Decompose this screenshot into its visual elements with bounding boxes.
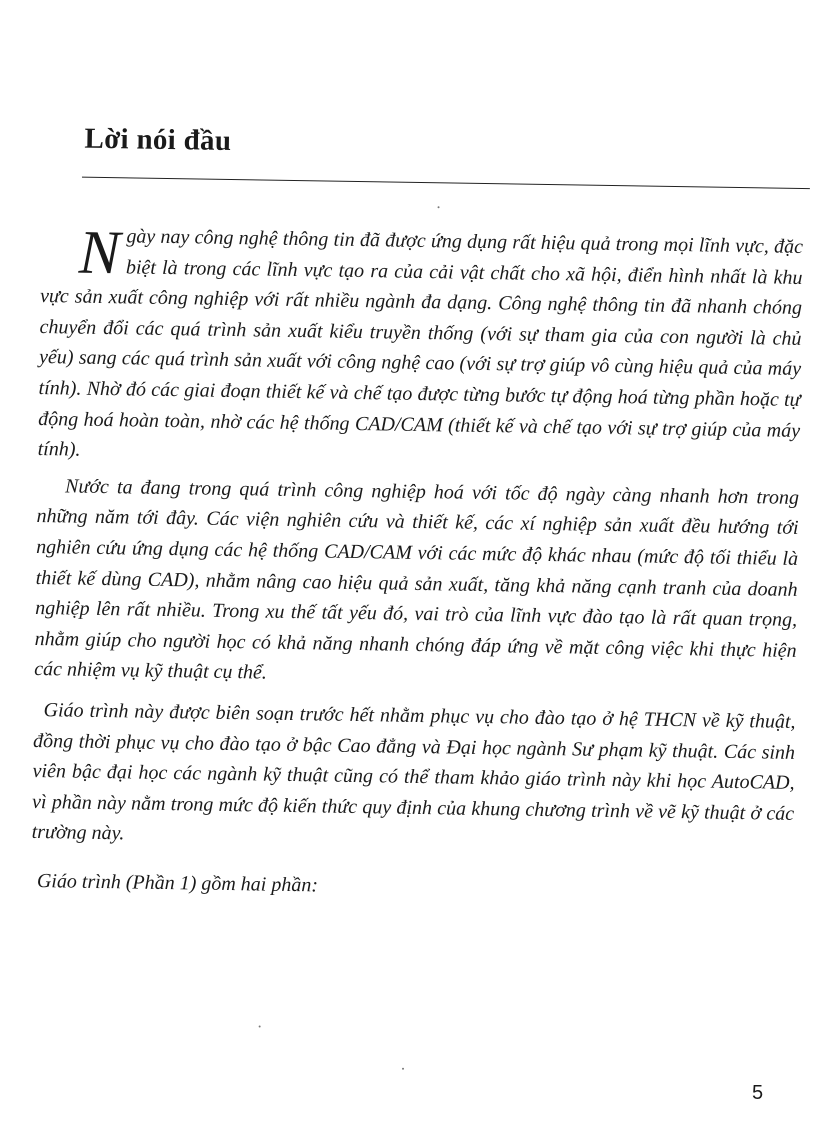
paragraph-4: Giáo trình (Phần 1) gồm hai phần: bbox=[36, 869, 319, 897]
page-number: 5 bbox=[752, 1082, 764, 1104]
scan-speck bbox=[438, 206, 440, 208]
body-text bbox=[31, 220, 804, 908]
paragraph-1-text: gày nay công nghệ thông tin đã được ứng dụng rất hiệu quả trong mọi lĩnh vực, đặc biệt là trong các lĩnh vực tạo ra của cải vật chất cho xã hội, điển hình nhất là khu vực sản xuất công nghiệp với rất nhiều ngành đa dạng. Công nghệ thông tin đã nhanh chóng chuyển đổi các quá trình sản xuất kiểu truyền thống (với sự tham gia của con người là chủ yếu) sang các quá trình sản xuất với công nghệ cao (với sự trợ giúp vô cùng hiệu quả của máy tính). Nhờ đó các giai đoạn thiết kế và chế tạo được từng bước tự động hoá từng phần hoặc tự động hoá hoàn toàn, nhờ các hệ thống CAD/CAM (thiết kế và chế tạo với sự trợ giúp của máy tính). bbox=[37, 225, 804, 461]
drop-cap: N bbox=[78, 218, 121, 288]
title-rule bbox=[82, 177, 810, 189]
scan-speck bbox=[402, 1068, 404, 1070]
scan-speck bbox=[259, 1026, 261, 1028]
paragraph-2: Nước ta đang trong quá trình công nghiệp hoá với tốc độ ngày càng nhanh hơn trong những năm tới đây. Các viện nghiên cứu và thiết kế, các xí nghiệp sản xuất đều hướng tới nghiên cứu ứng dụng các hệ thống CAD/CAM với các mức độ khác nhau (mức độ tối thiểu là thiết kế dùng CAD), nhằm nâng cao hiệu quả sản xuất, tăng khả năng cạnh tranh của doanh nghiệp lên rất nhiều. Trong xu thế tất yếu đó, vai trò của lĩnh vực đào tạo là rất quan trọng, nhằm giúp cho người học có khả năng nhanh chóng đáp ứng về mặt công việc khi thực hiện các nhiệm vụ kỹ thuật cụ thể. bbox=[34, 475, 800, 684]
paragraph-1 bbox=[37, 220, 803, 477]
paragraph-3: Giáo trình này được biên soạn trước hết nhằm phục vụ cho đào tạo ở hệ THCN về kỹ thuật, đồng thời phục vụ cho đào tạo ở bậc Cao đẳng và Đại học ngành Sư phạm kỹ thuật. Các sinh viên bậc đại học các ngành kỹ thuật cũng có thể tham khảo giáo trình này khi học AutoCAD, vì phần này nằm trong mức độ kiến thức quy định của khung chương trình về vẽ kỹ thuật ở các trường này. bbox=[31, 699, 796, 845]
page-title: Lời nói đầu bbox=[84, 122, 232, 157]
